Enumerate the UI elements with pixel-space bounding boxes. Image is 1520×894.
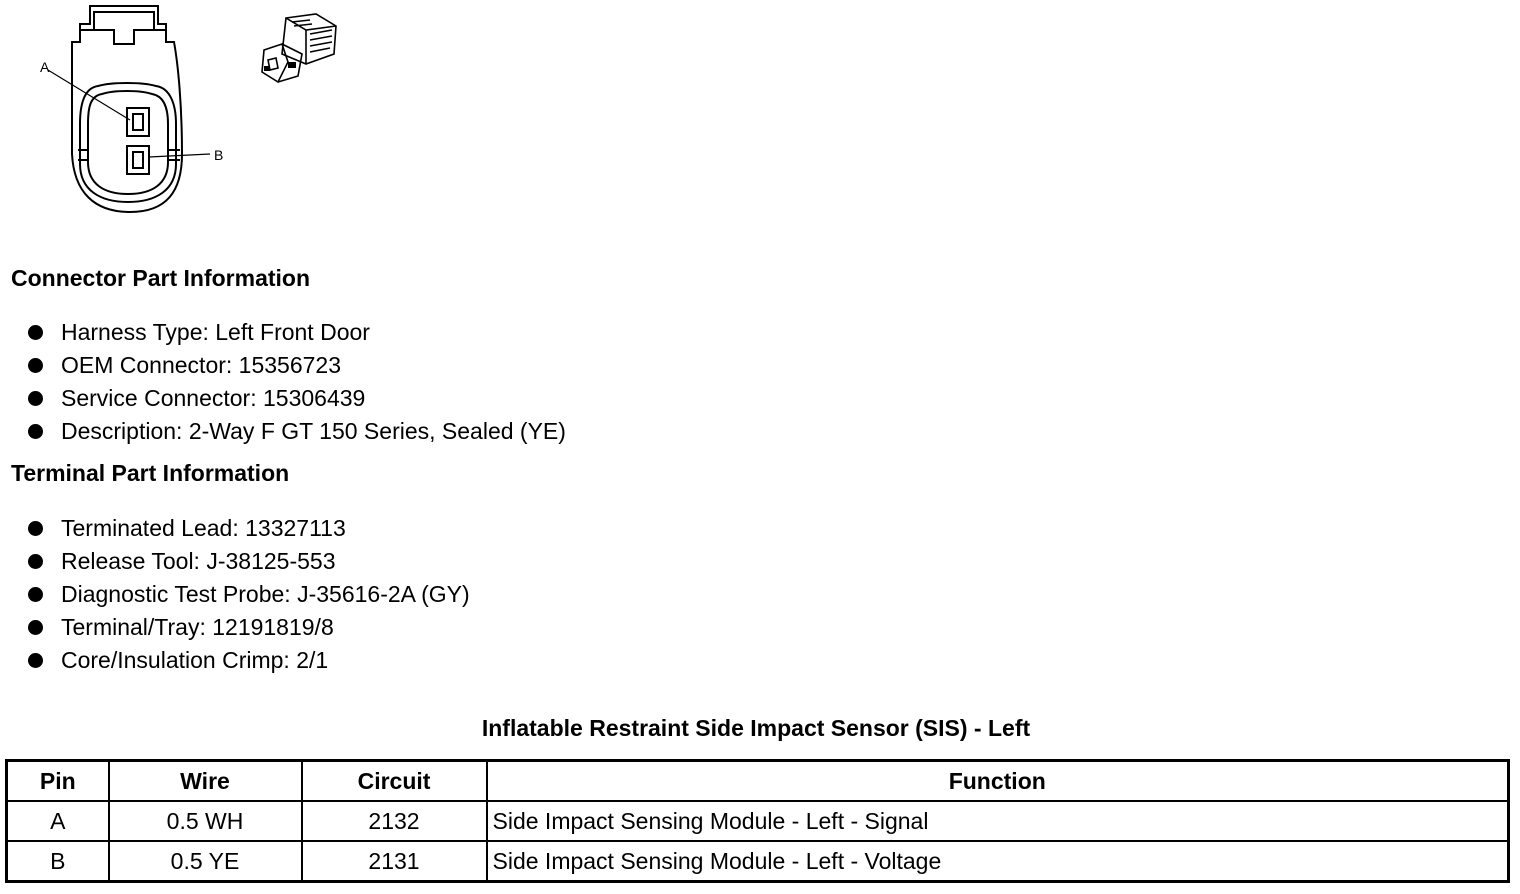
- list-item-text: Terminal/Tray: 12191819/8: [61, 614, 334, 640]
- connector-face-drawing: [38, 4, 238, 216]
- list-item: [28, 317, 566, 350]
- bullet-icon: [28, 325, 43, 340]
- list-item-text: Release Tool: J-38125-553: [61, 548, 336, 574]
- header-circuit: Circuit: [302, 761, 487, 802]
- cell-pin: B: [7, 841, 109, 882]
- list-item: [28, 579, 470, 612]
- list-item: [28, 645, 470, 678]
- bullet-icon: [28, 424, 43, 439]
- bullet-icon: [28, 521, 43, 536]
- list-item: [28, 416, 566, 449]
- cell-function: Side Impact Sensing Module - Left - Signal: [487, 801, 1509, 841]
- list-item-text: Harness Type: Left Front Door: [61, 319, 370, 345]
- list-item-text: OEM Connector: 15356723: [61, 352, 342, 378]
- list-item: [28, 513, 470, 546]
- list-item-text: Terminated Lead: 13327113: [61, 515, 346, 541]
- list-item: [28, 350, 566, 383]
- table-row: [7, 841, 1509, 882]
- list-item: [28, 612, 470, 645]
- cell-wire: 0.5 WH: [109, 801, 302, 841]
- bullet-icon: [28, 391, 43, 406]
- bullet-icon: [28, 653, 43, 668]
- bullet-icon: [28, 358, 43, 373]
- bullet-icon: [28, 554, 43, 569]
- list-item-text: Description: 2-Way F GT 150 Series, Sealed (YE): [61, 418, 566, 444]
- header-wire: Wire: [109, 761, 302, 802]
- cell-pin: A: [7, 801, 109, 841]
- list-item-text: Service Connector: 15306439: [61, 385, 366, 411]
- table-header-row: [7, 761, 1509, 802]
- connector-info-heading: Connector Part Information: [11, 265, 311, 291]
- cell-function: Side Impact Sensing Module - Left - Voltage: [487, 841, 1509, 882]
- pin-table: [5, 759, 1510, 883]
- table-row: [7, 801, 1509, 841]
- bullet-icon: [28, 587, 43, 602]
- terminal-info-list: [28, 513, 470, 678]
- pin-label-b: B: [214, 147, 224, 163]
- cell-circuit: 2132: [302, 801, 487, 841]
- connector-3d-view: [258, 10, 342, 88]
- terminal-info-heading: Terminal Part Information: [11, 460, 290, 486]
- pin-label-a: A: [40, 59, 50, 75]
- header-function: Function: [487, 761, 1509, 802]
- header-pin: Pin: [7, 761, 109, 802]
- bullet-icon: [28, 620, 43, 635]
- cell-wire: 0.5 YE: [109, 841, 302, 882]
- list-item: [28, 383, 566, 416]
- list-item-text: Diagnostic Test Probe: J-35616-2A (GY): [61, 581, 470, 607]
- connector-info-list: [28, 317, 566, 449]
- pin-table-caption: Inflatable Restraint Side Impact Sensor (SIS) - Left: [481, 715, 1031, 741]
- list-item: [28, 546, 470, 579]
- cell-circuit: 2131: [302, 841, 487, 882]
- list-item-text: Core/Insulation Crimp: 2/1: [61, 647, 329, 673]
